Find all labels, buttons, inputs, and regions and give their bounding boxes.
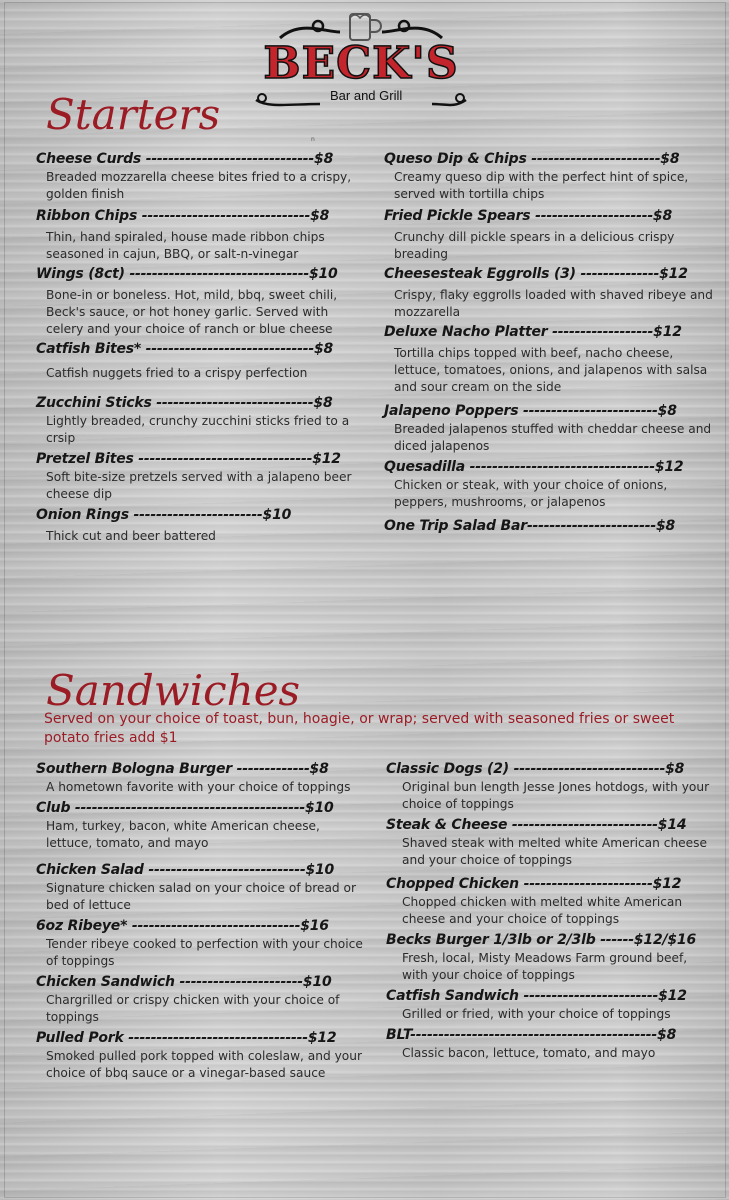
sandwiches-subtitle: Served on your choice of toast, bun, hoagie, or wrap; served with seasoned fries or sweet potato fries add $1	[44, 711, 675, 746]
item-description: Crispy, flaky eggrolls loaded with shaved ribeye and mozzarella	[394, 288, 713, 319]
item-description: Tortilla chips topped with beef, nacho cheese, lettuce, tomatoes, onions, and jalapenos with salsa and sour cream on the side	[394, 346, 708, 394]
item-description: Soft bite-size pretzels served with a jalapeno beer cheese dip	[46, 470, 352, 501]
item-description: Fresh, local, Misty Meadows Farm ground beef, with your choice of toppings	[402, 951, 688, 982]
item-name: Southern Bologna Burger -------------$8	[36, 761, 329, 777]
menu-item	[386, 1026, 716, 1062]
item-name: Pulled Pork --------------------------------$12	[36, 1030, 337, 1046]
logo-tagline: Bar and Grill	[330, 88, 403, 103]
item-name: Chicken Salad ----------------------------$10	[36, 862, 335, 878]
menu-item	[386, 875, 716, 928]
menu-item	[384, 265, 714, 321]
item-name: Jalapeno Poppers ------------------------$8	[384, 403, 677, 419]
menu-item	[384, 458, 714, 511]
item-name: Steak & Cheese --------------------------$14	[386, 817, 687, 833]
item-description: Smoked pulled pork topped with coleslaw, and your choice of bbq sauce or a vinegar-based sauce	[46, 1049, 362, 1080]
item-name: Becks Burger 1/3lb or 2/3lb ------$12/$16	[386, 932, 697, 948]
item-name: Chicken Sandwich ----------------------$10	[36, 974, 332, 990]
menu-item	[36, 150, 366, 203]
menu-item	[384, 402, 714, 455]
item-name: Cheese Curds ------------------------------$8	[36, 151, 334, 167]
menu-item	[36, 861, 366, 914]
item-description: Crunchy dill pickle spears in a delicious crispy breading	[394, 230, 675, 261]
item-description: Breaded jalapenos stuffed with cheddar cheese and diced jalapenos	[394, 422, 712, 453]
starters-right-column	[384, 150, 714, 536]
menu-item	[386, 816, 716, 869]
item-description: Original bun length Jesse Jones hotdogs, with your choice of toppings	[402, 780, 710, 811]
menu-item	[36, 265, 366, 338]
logo-wordmark: BECK'S	[263, 38, 459, 89]
menu-item	[384, 207, 714, 263]
item-name: Wings (8ct) --------------------------------$10	[36, 266, 338, 282]
item-name: Quesadilla ---------------------------------$12	[384, 459, 684, 475]
small-mark: n	[311, 136, 315, 143]
item-description: Chopped chicken with melted white American cheese and your choice of toppings	[402, 895, 683, 926]
item-name: Ribbon Chips ------------------------------$8	[36, 208, 330, 224]
item-description: Bone-in or boneless. Hot, mild, bbq, sweet chili, Beck's sauce, or hot honey garlic. Served with celery and your choice of ranch or blue cheese	[46, 288, 338, 336]
item-description: Thick cut and beer battered	[46, 529, 216, 543]
becks-logo	[250, 10, 472, 102]
item-description: Chargrilled or crispy chicken with your choice of toppings	[46, 993, 340, 1024]
item-name: Queso Dip & Chips -----------------------$8	[384, 151, 680, 167]
menu-item	[384, 517, 714, 536]
sandwiches-left-column	[36, 760, 366, 1082]
item-name: One Trip Salad Bar-----------------------$8	[384, 518, 676, 534]
item-description: Catfish nuggets fried to a crispy perfection	[46, 366, 308, 380]
item-description: A hometown favorite with your choice of toppings	[46, 780, 351, 794]
item-name: Catfish Sandwich ------------------------$12	[386, 988, 687, 1004]
item-name: BLT--------------------------------------------$8	[386, 1027, 677, 1043]
item-description: Chicken or steak, with your choice of onions, peppers, mushrooms, or jalapenos	[394, 478, 668, 509]
menu-item	[36, 799, 366, 852]
menu-item	[36, 394, 366, 447]
item-description: Classic bacon, lettuce, tomato, and mayo	[402, 1046, 656, 1060]
item-description: Grilled or fried, with your choice of toppings	[402, 1007, 671, 1021]
starters-left-column	[36, 150, 366, 545]
item-description: Thin, hand spiraled, house made ribbon chips seasoned in cajun, BBQ, or salt-n-vinegar	[46, 230, 325, 261]
sandwiches-right-column	[386, 760, 716, 1062]
item-name: Catfish Bites* ------------------------------$8	[36, 341, 334, 357]
item-description: Shaved steak with melted white American cheese and your choice of toppings	[402, 836, 708, 867]
menu-item	[36, 1029, 366, 1082]
item-description: Breaded mozzarella cheese bites fried to a crispy, golden finish	[46, 170, 352, 201]
menu-item	[386, 987, 716, 1023]
item-description: Signature chicken salad on your choice of bread or bed of lettuce	[46, 881, 357, 912]
menu-item	[36, 760, 366, 796]
item-description: Tender ribeye cooked to perfection with your choice of toppings	[46, 937, 363, 968]
menu-item	[36, 917, 366, 970]
menu-item	[36, 973, 366, 1026]
menu-item	[36, 340, 366, 382]
item-name: Chopped Chicken -----------------------$12	[386, 876, 682, 892]
menu-item	[386, 931, 716, 984]
item-name: Pretzel Bites -------------------------------$12	[36, 451, 341, 467]
item-description: Ham, turkey, bacon, white American cheese, lettuce, tomato, and mayo	[46, 819, 320, 850]
item-name: 6oz Ribeye* ------------------------------$16	[36, 918, 329, 934]
starters-heading: Starters	[46, 90, 221, 139]
sandwiches-heading: Sandwiches	[46, 666, 301, 715]
menu-item	[384, 150, 714, 203]
menu-item	[36, 450, 366, 503]
item-name: Club -----------------------------------------$10	[36, 800, 334, 816]
menu-item	[36, 506, 366, 545]
item-name: Deluxe Nacho Platter ------------------$12	[384, 324, 682, 340]
menu-item	[384, 323, 714, 396]
item-description: Creamy queso dip with the perfect hint of spice, served with tortilla chips	[394, 170, 689, 201]
item-name: Fried Pickle Spears ---------------------$8	[384, 208, 673, 224]
item-name: Onion Rings -----------------------$10	[36, 507, 292, 523]
item-name: Classic Dogs (2) ---------------------------$8	[386, 761, 685, 777]
item-name: Cheesesteak Eggrolls (3) --------------$12	[384, 266, 688, 282]
item-name: Zucchini Sticks ----------------------------$8	[36, 395, 333, 411]
item-description: Lightly breaded, crunchy zucchini sticks fried to a crsip	[46, 414, 350, 445]
menu-item	[386, 760, 716, 813]
menu-item	[36, 207, 366, 263]
